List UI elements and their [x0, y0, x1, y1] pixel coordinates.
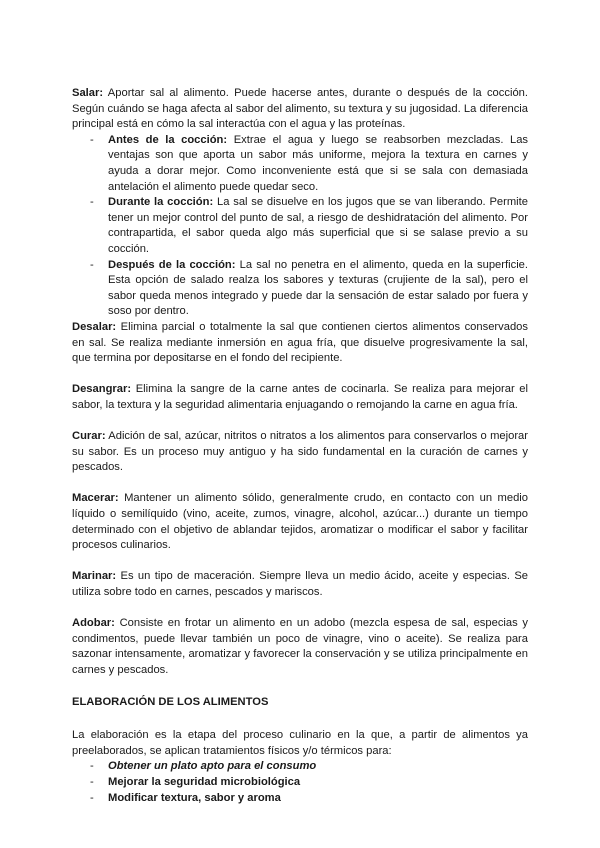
list-item: [90, 775, 528, 791]
paragraph-elaboracion-intro: La elaboración es la etapa del proceso culinario en la que, a partir de alimentos ya preelaborados, se aplican tratamientos físicos y/o térmicos para:: [72, 729, 528, 757]
text-desangrar: Elimina la sangre de la carne antes de cocinarla. Se realiza para mejorar el sabor, la textura y la seguridad alimentaria enjuagando o remojando la carne en agua fría.: [72, 383, 529, 411]
list-item: [90, 791, 528, 807]
list-marker: -: [90, 196, 94, 209]
text-marinar: Es un tipo de maceración. Siempre lleva un medio ácido, aceite y especias. Se utiliza sobre todo en carnes, pescados y mariscos.: [72, 570, 529, 598]
list-marker: -: [90, 760, 94, 773]
paragraph-adobar: [72, 616, 528, 678]
list-item-term: Antes de la cocción:: [108, 133, 228, 146]
term-macerar: Macerar:: [72, 492, 119, 505]
term-marinar: Marinar:: [72, 570, 117, 583]
list-item-text: La sal no penetra en el alimento, queda en la superficie. Esta opción de salado realza los sabores y texturas (crujiente de la sal), pero el sabor queda menos integrado y puede dar la sensación de estar salado por fuera y soso por dentro.: [108, 258, 529, 318]
paragraph-desangrar: [72, 382, 528, 413]
paragraph-macerar: [72, 491, 528, 553]
text-salar: Aportar sal al alimento. Puede hacerse antes, durante o después de la cocción. Según cuándo se haga afecta al sabor del alimento, su textura y su jugosidad. La diferencia principal está en cómo la sal interactúa con el agua y las proteínas.: [72, 87, 528, 131]
list-marker: -: [90, 258, 94, 271]
term-curar: Curar:: [72, 430, 106, 443]
paragraph-desalar: [72, 320, 528, 367]
list-item-term: Después de la cocción:: [108, 258, 236, 271]
list-item: [90, 133, 529, 195]
text-adobar: Consiste en frotar un alimento en un adobo (mezcla espesa de sal, especias y condimentos, puede llevar también un poco de vinagre, vino o aceite). Se realiza para sazonar intensamente, aromatizar y favorecer la conservación y se utiliza principalmente en carnes y pescados.: [72, 617, 529, 676]
list-item: [90, 258, 529, 320]
term-salar: Salar:: [72, 87, 104, 99]
text-curar: Adición de sal, azúcar, nitritos o nitratos a los alimentos para conservarlos o mejorar su sabor. Es un proceso muy antiguo y ha sido fundamental en la curación de carnes y pescados.: [72, 430, 528, 474]
list-marker: -: [90, 133, 94, 146]
list-item: [90, 195, 528, 257]
list-item-text: Mejorar la seguridad microbiológica: [108, 775, 301, 788]
section-heading-elaboracion: ELABORACIÓN DE LOS ALIMENTOS: [72, 695, 269, 708]
text-desalar: Elimina parcial o totalmente la sal que contienen ciertos alimentos conservados en sal. Se realiza mediante inmersión en agua fría, que disuelve progresivamente la sal, que termina por depositarse en el fondo del recipiente.: [72, 320, 529, 365]
list-marker: -: [90, 791, 94, 804]
paragraph-salar: [72, 86, 528, 133]
term-desalar: Desalar:: [72, 320, 117, 333]
list-item-text: La sal se disuelve en los jugos que se van liberando. Permite tener un mejor control del punto de sal, a riesgo de deshidratación del alimento. Por contrapartida, el sabor queda algo más superficial que si se salase previo a su cocción.: [108, 196, 528, 255]
list-marker: -: [90, 775, 94, 788]
term-adobar: Adobar:: [72, 617, 115, 630]
text-macerar: Mantener un alimento sólido, generalmente crudo, en contacto con un medio líquido o semilíquido (vino, aceite, zumos, vinagre, alcohol, azúcar...) durante un tiempo determinado con el objetivo de ablandar tejidos, aromatizar o modificar el sabor y facilitar procesos culinarios.: [72, 492, 528, 552]
list-item-text: Obtener un plato apto para el consumo: [108, 760, 317, 773]
list-item-text: Modificar textura, sabor y aroma: [108, 791, 281, 804]
list-item-text: Extrae el agua y luego se reabsorben mezcladas. Las ventajas son que aporta un sabor más uniforme, mejora la textura en carnes y ayuda a dorar mejor. Como inconveniente está que si se sala con demasiada antelación el alimento puede quedar seco.: [108, 133, 529, 193]
list-item-term: Durante la cocción:: [108, 196, 214, 209]
salar-list: [72, 133, 528, 320]
list-item: [90, 759, 528, 775]
paragraph-marinar: [72, 569, 528, 600]
elaboracion-list: [72, 759, 528, 806]
term-desangrar: Desangrar:: [72, 383, 132, 396]
paragraph-curar: [72, 429, 528, 476]
